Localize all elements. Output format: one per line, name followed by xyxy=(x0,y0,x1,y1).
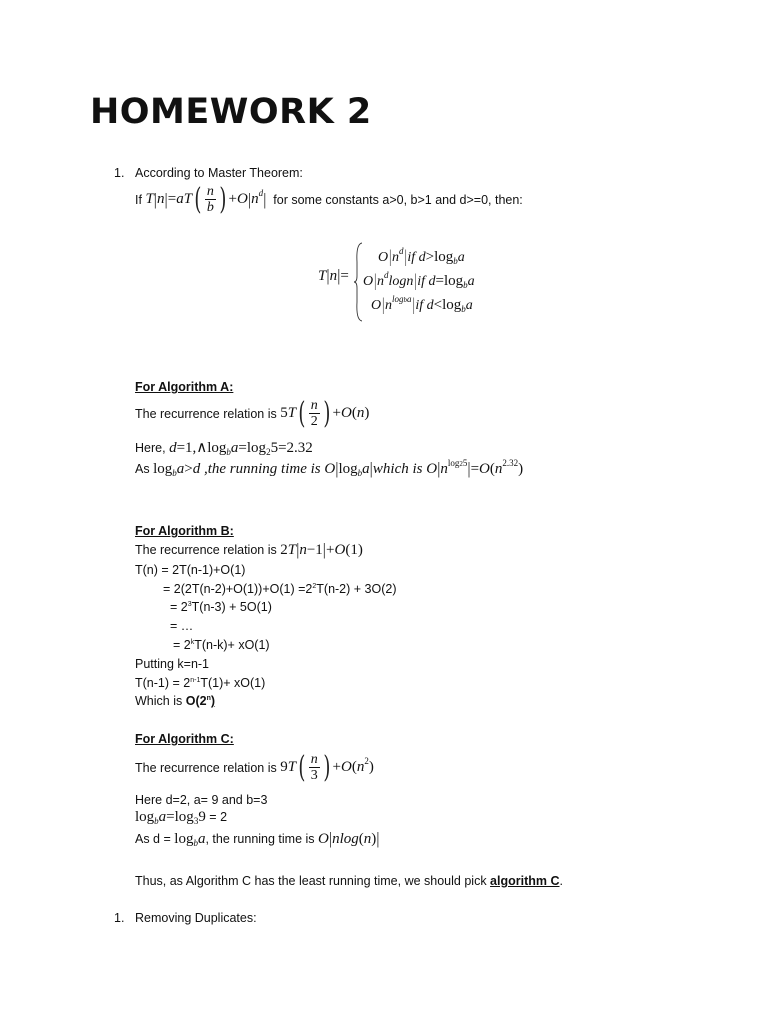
algB-step: = $2^kT(n-k)+ xO(1)$ xyxy=(173,638,270,652)
algB-step: T(n) = 2T(n-1)+O(1) xyxy=(135,563,246,577)
brace-icon xyxy=(354,242,362,322)
case-1: $O|n^d|if$ $d>\log_ba$ xyxy=(378,246,465,268)
algA-recurrence: The recurrence relation is 5 T ( $\frac{n}{2}$ ) + O ( n ) xyxy=(135,395,370,431)
algA-as: As $\log_ba>d$ ,the running time is $O|\log_ba|which$ is $O|n^{log25}|=O(n^{2.32})$ xyxy=(135,458,524,479)
algB-step: = $2^3T(n-3) + 5O(1)$ xyxy=(170,600,272,614)
conclusion: Thus, as Algorithm C has the least running time, we should pick algorithm C. xyxy=(135,874,563,888)
algB-tn1: $T(n-1) = 2^{n-1}T(1)+ xO(1)$ xyxy=(135,676,266,690)
piecewise-lhs: T|n|= xyxy=(318,266,349,286)
item-text: Removing Duplicates: xyxy=(135,911,257,925)
list-number: 1. xyxy=(114,166,125,180)
case-2: $O|n^d\log n|if$ $d=\log_ba$ xyxy=(363,270,475,292)
algC-here: Here d=2, a= 9 and b=3 xyxy=(135,793,268,807)
algB-which: Which is O(2$^n$) xyxy=(135,694,216,708)
algB-putting: Putting k=n-1 xyxy=(135,657,210,671)
document-title: HOMEWORK 2 xyxy=(90,92,372,132)
master-theorem-formula: If T | n | = aT ( $\frac{n}{b}$ ) + O | $n^d$ | for some constants a>0, b>1 and d>=0, then: xyxy=(135,181,523,217)
algC-log: $\log_ba=\log_39 = 2$ xyxy=(135,809,228,826)
if-label: If xyxy=(135,192,142,207)
list-number: 1. xyxy=(114,911,125,925)
heading-algorithm-c: For Algorithm C: xyxy=(135,732,234,746)
heading-algorithm-a: For Algorithm A: xyxy=(135,380,234,394)
if-suffix: for some constants a>0, b>1 and d>=0, then: xyxy=(273,192,523,207)
item-text: According to Master Theorem: xyxy=(135,166,303,180)
chosen-algorithm: algorithm C xyxy=(490,874,560,888)
algB-recurrence: The recurrence relation is 2T|n−1|+O(1) xyxy=(135,540,363,560)
algB-step: = … xyxy=(170,619,194,633)
case-3: $O|n^{logba}|if$ $d<\log_ba$ xyxy=(371,294,473,316)
algC-recurrence: The recurrence relation is 9 T ( $\frac{n}{3}$ ) + O ( n 2 ) xyxy=(135,749,374,785)
algA-here: Here, $d=1,\wedge\log_ba=\log_25=2.32$ xyxy=(135,440,313,457)
heading-algorithm-b: For Algorithm B: xyxy=(135,524,234,538)
algB-step: = $2(2T(n-2)+O(1))+O(1) =2^2T(n-2) + 3O(2)$ xyxy=(163,582,397,596)
algC-as: As $d = \log_ba$, the running time is O|nlog(n)| xyxy=(135,829,380,849)
